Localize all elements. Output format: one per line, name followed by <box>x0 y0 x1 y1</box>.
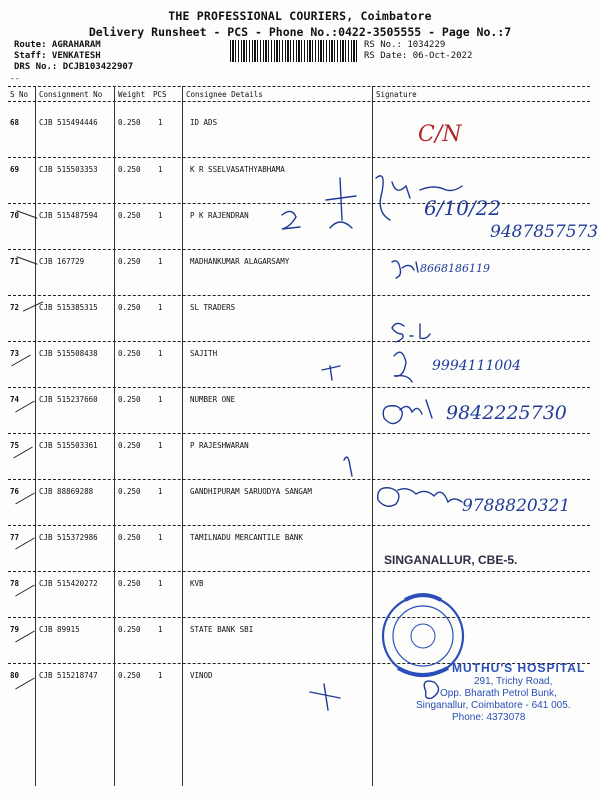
hospital-name: MUTHU'S HOSPITAL <box>452 661 586 675</box>
row-consignment: CJB 515218747 <box>39 671 98 680</box>
row-pcs: 1 <box>158 441 163 450</box>
row-consignment: CJB 515385315 <box>39 303 98 312</box>
row-divider <box>8 525 590 526</box>
handwritten-phone: 9487857573 <box>490 222 599 242</box>
row-weight: 0.250 <box>118 487 141 496</box>
row-weight: 0.250 <box>118 257 141 266</box>
row-sno: 80 <box>10 671 20 680</box>
row-sno: 79 <box>10 625 20 634</box>
row-consignee: ID ADS <box>190 118 218 127</box>
row-divider <box>8 387 590 388</box>
row-weight: 0.250 <box>118 118 141 127</box>
row-consignment: CJB 515508438 <box>39 349 98 358</box>
rs-number: RS No.: 1034229 <box>364 40 446 50</box>
staff-label: Staff: VENKATESH <box>14 51 101 61</box>
stray-mark: -- <box>10 74 20 83</box>
col-header-consignment: Consignment No <box>39 90 103 99</box>
row-divider <box>8 571 590 572</box>
row-pcs: 1 <box>158 211 163 220</box>
header-bottom-rule <box>8 101 590 102</box>
hospital-address: 291, Trichy Road, <box>474 676 553 687</box>
row-sno: 74 <box>10 395 20 404</box>
row-consignment: CJB 515487594 <box>39 211 98 220</box>
row-consignee: KVB <box>190 579 204 588</box>
row-pcs: 1 <box>158 579 163 588</box>
hospital-address: Singanallur, Coimbatore - 641 005. <box>416 700 571 711</box>
row-sno: 75 <box>10 441 20 450</box>
row-consignment: CJB 167729 <box>39 257 85 266</box>
handwritten-phone: 9788820321 <box>462 496 571 516</box>
handwritten-cn: C/N <box>418 122 462 147</box>
row-sno: 70 <box>10 211 20 220</box>
column-divider <box>35 86 36 786</box>
row-pcs: 1 <box>158 533 163 542</box>
row-pcs: 1 <box>158 395 163 404</box>
runsheet-subtitle: Delivery Runsheet - PCS - Phone No.:0422-3505555 - Page No.:7 <box>88 25 512 39</box>
row-pcs: 1 <box>158 165 163 174</box>
row-consignee: STATE BANK SBI <box>190 625 254 634</box>
rs-date: RS Date: 06-Oct-2022 <box>364 51 473 61</box>
row-consignee: VINOD <box>190 671 213 680</box>
row-divider <box>8 157 590 158</box>
column-divider <box>114 86 115 786</box>
row-consignment: CJB 515494446 <box>39 118 98 127</box>
row-sno: 69 <box>10 165 20 174</box>
row-divider <box>8 433 590 434</box>
col-header-weight: Weight <box>118 90 146 99</box>
row-weight: 0.250 <box>118 349 141 358</box>
handwritten-date: 6/10/22 <box>424 196 502 220</box>
drs-number: DRS No.: DCJB103422907 <box>14 62 134 72</box>
company-title: THE PROFESSIONAL COURIERS, Coimbatore <box>168 9 432 23</box>
row-divider <box>8 479 590 480</box>
row-consignment: CJB 515372986 <box>39 533 98 542</box>
col-header-consignee: Consignee Details <box>186 90 263 99</box>
row-sno: 78 <box>10 579 20 588</box>
col-header-signature: Signature <box>376 90 417 99</box>
row-weight: 0.250 <box>118 671 141 680</box>
row-pcs: 1 <box>158 303 163 312</box>
row-divider <box>8 203 590 204</box>
row-consignee: MADHANKUMAR ALAGARSAMY <box>190 257 290 266</box>
row-sno: 77 <box>10 533 20 542</box>
row-sno: 73 <box>10 349 20 358</box>
row-sno: 68 <box>10 118 20 127</box>
row-consignee: SAJITH <box>190 349 218 358</box>
row-consignment: CJB 89915 <box>39 625 80 634</box>
row-consignment: CJB 515420272 <box>39 579 98 588</box>
row-pcs: 1 <box>158 625 163 634</box>
row-weight: 0.250 <box>118 533 141 542</box>
row-consignment: CJB 88869288 <box>39 487 94 496</box>
row-pcs: 1 <box>158 487 163 496</box>
row-weight: 0.250 <box>118 211 141 220</box>
row-pcs: 1 <box>158 257 163 266</box>
row-weight: 0.250 <box>118 303 141 312</box>
row-consignee: NUMBER ONE <box>190 395 236 404</box>
row-consignee: P K RAJENDRAN <box>190 211 249 220</box>
row-weight: 0.250 <box>118 441 141 450</box>
row-consignment: CJB 515237660 <box>39 395 98 404</box>
col-header-sno: S No <box>10 90 29 99</box>
row-weight: 0.250 <box>118 165 141 174</box>
handwritten-phone: 8668186119 <box>420 262 490 275</box>
header-top-rule <box>8 86 590 87</box>
row-divider <box>8 295 590 296</box>
column-divider <box>182 86 183 786</box>
hospital-address: Opp. Bharath Petrol Bunk, <box>440 688 557 699</box>
row-weight: 0.250 <box>118 625 141 634</box>
row-consignee: TAMILNADU MERCANTILE BANK <box>190 533 303 542</box>
row-weight: 0.250 <box>118 395 141 404</box>
column-divider <box>372 86 373 786</box>
row-pcs: 1 <box>158 671 163 680</box>
row-sno: 71 <box>10 257 20 266</box>
row-sno: 76 <box>10 487 20 496</box>
row-consignee: P RAJESHWARAN <box>190 441 249 450</box>
route-label: Route: AGRAHARAM <box>14 40 101 50</box>
hospital-phone: Phone: 4373078 <box>452 712 526 723</box>
singanallur-stamp: SINGANALLUR, CBE-5. <box>384 553 518 567</box>
row-divider <box>8 249 590 250</box>
row-consignment: CJB 515503353 <box>39 165 98 174</box>
row-consignee: K R SSELVASATHYABHAMA <box>190 165 285 174</box>
row-consignee: GANDHIPURAM SARUODYA SANGAM <box>190 487 312 496</box>
col-header-pcs: PCS <box>153 90 167 99</box>
handwritten-phone: 9842225730 <box>446 402 567 424</box>
barcode <box>230 40 358 62</box>
row-divider <box>8 341 590 342</box>
row-sno: 72 <box>10 303 20 312</box>
handwritten-phone: 9994111004 <box>432 358 522 374</box>
row-pcs: 1 <box>158 349 163 358</box>
row-consignee: SL TRADERS <box>190 303 236 312</box>
row-consignment: CJB 515503361 <box>39 441 98 450</box>
row-divider <box>8 617 590 618</box>
row-weight: 0.250 <box>118 579 141 588</box>
row-pcs: 1 <box>158 118 163 127</box>
